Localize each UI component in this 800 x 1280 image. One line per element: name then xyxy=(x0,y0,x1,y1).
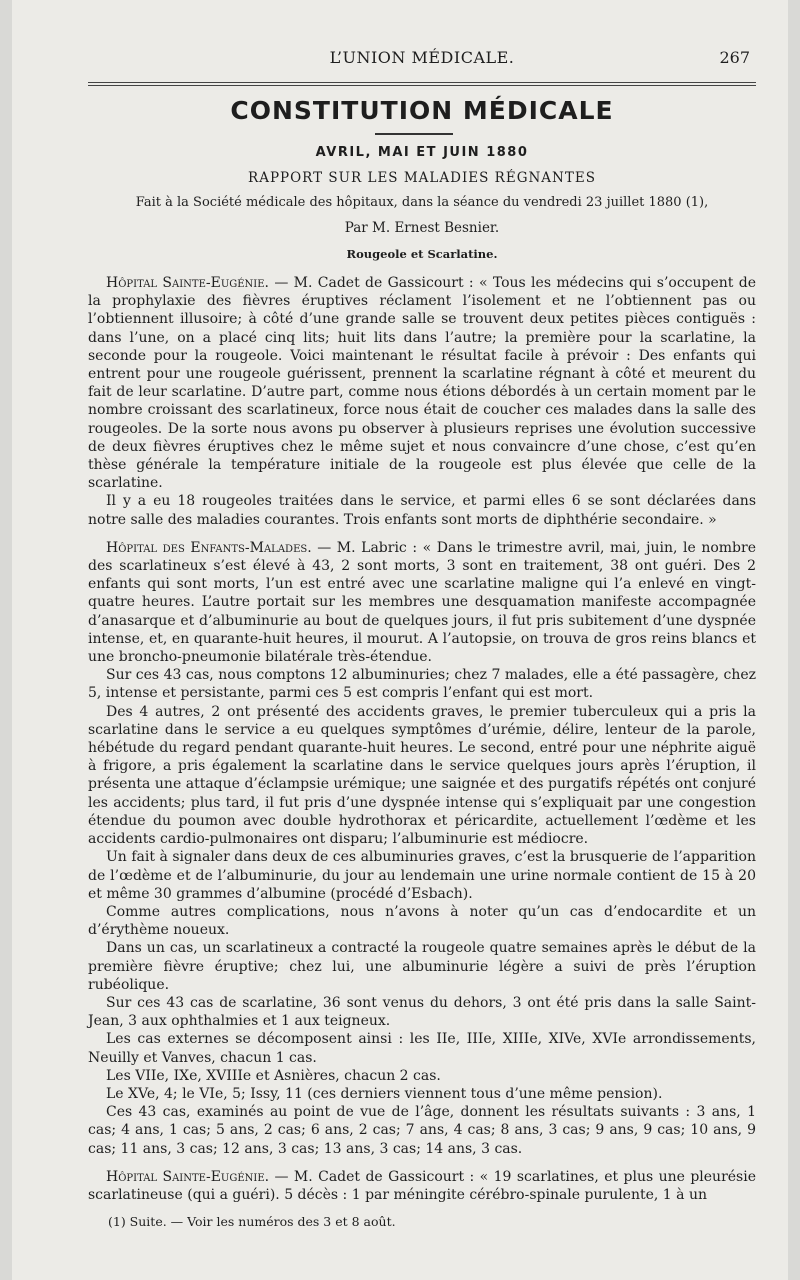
paragraph-text: Dans un cas, un scarlatineux a contracté la rougeole quatre semaines après le début de la première fièvre éruptive; chez lui, une albuminurie légère a suivi de près l’éruption rubéolique. xyxy=(88,940,756,993)
hospital-name: Hôpital des Enfants-Malades. xyxy=(106,539,312,556)
paragraph xyxy=(88,848,756,903)
paragraph-text: — M. Cadet de Gassicourt : « 19 scarlatines, et plus une pleurésie scarlatineuse (qui a guéri). 5 décès : 1 par méningite cérébro-spinale purulente, 1 à un xyxy=(88,1168,757,1203)
paragraph-text: Des 4 autres, 2 ont présenté des accidents graves, le premier tuberculeux qui a pris la scarlatine dans le service a eu quelques symptômes d’urémie, délire, lenteur de la parole, hébétude du regard pendant quarante-huit heures. Le second, entré pour une néphrite aiguë à frigore, a pris également la scarlatine dans le service quelques jours après l’éruption, il présenta une attaque d’éclampsie urémique; une saignée et des purgatifs répétés ont conjuré les accidents; plus tard, il fut pris d’une dyspnée intense qui s’expliquait par une congestion étendue du poumon avec double hydrothorax et péricardite, actuellement l’œdème et les accidents cardio-pulmonaires ont disparu; l’albuminurie est médiocre. xyxy=(88,703,756,848)
paragraph xyxy=(88,274,756,492)
paragraph xyxy=(88,1067,756,1085)
paragraph-text: Sur ces 43 cas, nous comptons 12 albuminuries; chez 7 malades, elle a été passagère, chez 5, intense et persistante, parmi ces 5 est compris l’enfant qui est mort. xyxy=(88,667,756,702)
paragraph xyxy=(88,539,756,666)
footnote: (1) Suite. — Voir les numéros des 3 et 8 août. xyxy=(108,1214,396,1229)
paragraph xyxy=(88,994,756,1030)
period-heading: AVRIL, MAI ET JUIN 1880 xyxy=(315,145,529,160)
paragraph xyxy=(88,939,756,994)
paragraph-text: Le XVe, 4; le VIe, 5; Issy, 11 (ces derniers viennent tous d’une même pension). xyxy=(106,1085,663,1102)
paragraph-text: Ces 43 cas, examinés au point de vue de l’âge, donnent les résultats suivants : 3 ans, 1 cas; 4 ans, 1 cas; 5 ans, 2 cas; 6 ans, 2 cas; 7 ans, 4 cas; 8 ans, 3 cas; 9 ans, 9 cas; 10 ans, 9 cas; 11 ans, 3 cas; 12 ans, 3 cas; 13 ans, 3 cas; 14 ans, 3 cas. xyxy=(88,1104,756,1157)
hospital-name: Hôpital Sainte-Eugénie. xyxy=(106,1168,270,1185)
journal-title: L’UNION MÉDICALE. xyxy=(329,48,515,67)
running-head xyxy=(88,48,756,74)
paragraph xyxy=(88,1085,756,1103)
page-number: 267 xyxy=(719,48,750,67)
paragraph-text: Les cas externes se décomposent ainsi : les IIe, IIIe, XIIIe, XIVe, XVIe arrondissements, Neuilly et Vanves, chacun 1 cas. xyxy=(88,1031,756,1066)
paragraph-text: Les VIIe, IXe, XVIIIe et Asnières, chacun 2 cas. xyxy=(106,1067,441,1084)
paragraph xyxy=(88,666,756,702)
paragraph-text: Comme autres complications, nous n’avons à noter qu’un cas d’endocardite et un d’érythème noueux. xyxy=(88,903,756,939)
paragraph-text: Un fait à signaler dans deux de ces albuminuries graves, c’est la brusquerie de l’apparition de l’œdème et de l’albuminurie, du jour au lendemain une urine normale contient de 15 à 20 et même 30 grammes d’albumine (procédé d’Esbach). xyxy=(88,849,756,902)
section-heading: Rougeole et Scarlatine. xyxy=(346,247,498,261)
paragraph-text: — M. Cadet de Gassicourt : « Tous les médecins qui s’occupent de la prophylaxie des fièvres éruptives réclament l’isolement et ne l’obtiennent pas ou l’obtiennent illusoire; à côté d’une grande salle se trouvent deux petites pièces contiguës : dans l’une, on a placé cinq lits; huit lits dans l’autre; la première pour la scarlatine, la seconde pour la rougeole. Voici maintenant le résultat facile à prévoir : Des enfants qui entrent pour une rougeole guérissent, prennent la scarlatine régnant à côté et meurent du fait de leur scarlatine. D’autre part, comme nous étions débordés à un certain moment par le nombre croissant des scarlatineux, force nous était de coucher ces malades dans la salle des rougeoles. De la sorte nous avons pu observer à plusieurs reprises une évolution successive de deux fièvres éruptives chez le même sujet et nous convaincre d’une chose, c’est qu’en thèse générale la température initiale de la rougeole est plus élevée que celle de la scarlatine. xyxy=(88,275,756,492)
paragraph xyxy=(88,703,756,849)
presented-line: Fait à la Société médicale des hôpitaux, dans la séance du vendredi 23 juillet 1880 (1), xyxy=(135,195,709,210)
paragraph-text: — M. Labric : « Dans le trimestre avril, mai, juin, le nombre des scarlatineux s’est élevé à 43, 2 sont morts, 3 sont en traitement, 38 ont guéri. Des 2 enfants qui sont morts, l’un est entré avec une scarlatine maligne qui l’a enlevé en vingt-quatre heures. L’autre portait sur les membres une desquamation manifeste accompagnée d’anasarque et d’albuminurie au bout de quelques jours, il fut pris subitement d’une dyspnée intense, et, en quarante-huit heures, il mourut. A l’autopsie, on trouva de gros reins blancs et une broncho-pneumonie bilatérale très-étendue. xyxy=(88,539,756,666)
author-line: Par M. Ernest Besnier. xyxy=(344,220,500,236)
paragraph xyxy=(88,492,756,528)
report-heading: RAPPORT SUR LES MALADIES RÉGNANTES xyxy=(248,170,596,186)
article-body xyxy=(88,274,756,1204)
hospital-name: Hôpital Sainte-Eugénie. xyxy=(106,275,269,291)
paragraph-text: Il y a eu 18 rougeoles traitées dans le service, et parmi elles 6 se sont déclarées dans notre salle des maladies courantes. Trois enfants sont morts de diphthérie secondaire. » xyxy=(88,493,756,528)
title-rule xyxy=(375,133,453,135)
header-rule-thin xyxy=(88,85,756,86)
paragraph xyxy=(88,903,756,939)
header-rule xyxy=(88,82,756,83)
paragraph-text: Sur ces 43 cas de scarlatine, 36 sont venus du dehors, 3 ont été pris dans la salle Saint-Jean, 3 aux ophthalmies et 1 aux teigneux. xyxy=(88,994,756,1030)
paragraph xyxy=(88,1168,756,1204)
paragraph xyxy=(88,1103,756,1158)
page-title: CONSTITUTION MÉDICALE xyxy=(230,96,614,125)
paragraph xyxy=(88,1030,756,1066)
